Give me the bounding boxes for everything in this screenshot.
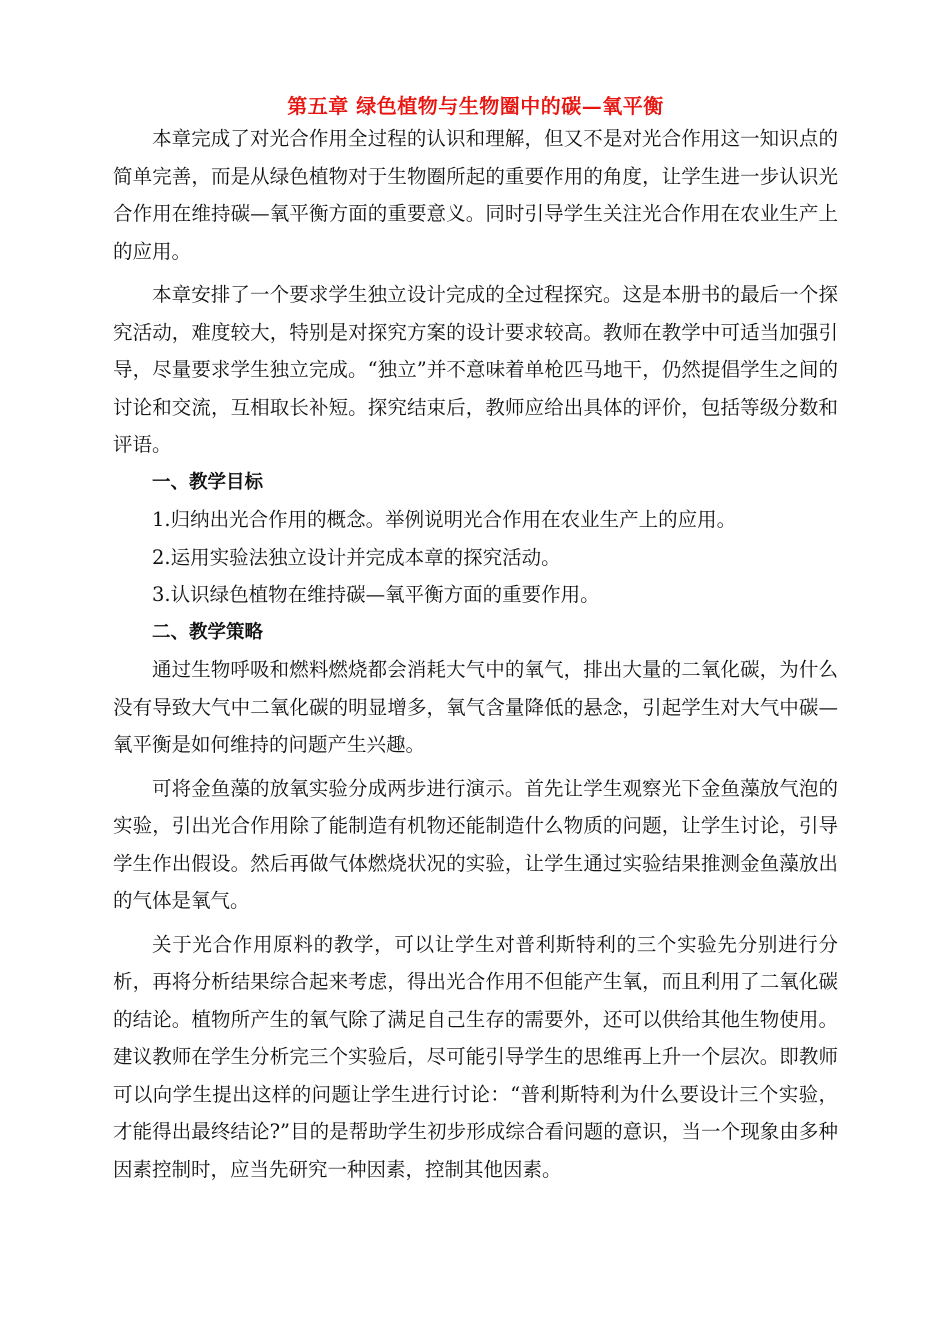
objective-item-2: 2.运用实验法独立设计并完成本章的探究活动。 [152, 545, 561, 569]
document-body [113, 92, 838, 1188]
strategy-paragraph-1: 通过生物呼吸和燃料燃烧都会消耗大气中的氧气，排出大量的二氧化碳，为什么没有导致大气中二氧化碳的明显增多，氧气含量降低的悬念，引起学生对大气中碳—氧平衡是如何维持的问题产生兴趣。 [113, 658, 838, 756]
objective-item-3: 3.认识绿色植物在维持碳—氧平衡方面的重要作用。 [152, 583, 600, 606]
objective-item-1: 1.归纳出光合作用的概念。举例说明光合作用在农业生产上的应用。 [152, 508, 737, 531]
intro-paragraph-1: 本章完成了对光合作用全过程的认识和理解，但又不是对光合作用这一知识点的简单完善，而是从绿色植物对于生物圈所起的重要作用的角度，让学生进一步认识光合作用在维持碳—氧平衡方面的重要意义。同时引导学生关注光合作用在农业生产上的应用。 [113, 127, 838, 263]
intro-paragraph-2: 本章安排了一个要求学生独立设计完成的全过程探究。这是本册书的最后一个探究活动，难度较大，特别是对探究方案的设计要求较高。教师在教学中可适当加强引导，尽量要求学生独立完成。“独立”并不意味着单枪匹马地干，仍然提倡学生之间的讨论和交流，互相取长补短。探究结束后，教师应给出具体的评价，包括等级分数和评语。 [113, 283, 838, 456]
strategy-paragraph-2: 可将金鱼藻的放氧实验分成两步进行演示。首先让学生观察光下金鱼藻放气泡的实验，引出光合作用除了能制造有机物还能制造什么物质的问题，让学生讨论，引导学生作出假设。然后再做气体燃烧状况的实验，让学生通过实验结果推测金鱼藻放出的气体是氧气。 [113, 776, 838, 912]
section-heading-strategies: 二、教学策略 [152, 621, 264, 643]
chapter-title: 第五章 绿色植物与生物圈中的碳—氧平衡 [287, 94, 664, 118]
strategy-paragraph-3: 关于光合作用原料的教学，可以让学生对普利斯特利的三个实验先分别进行分析，再将分析结果综合起来考虑，得出光合作用不但能产生氧，而且利用了二氧化碳的结论。植物所产生的氧气除了满足自己生存的需要外，还可以供给其他生物使用。建议教师在学生分析完三个实验后，尽可能引导学生的思维再上升一个层次。即教师可以向学生提出这样的问题让学生进行讨论：“普利斯特利为什么要设计三个实验，才能得出最终结论?”目的是帮助学生初步形成综合看问题的意识，当一个现象由多种因素控制时，应当先研究一种因素，控制其他因素。 [113, 932, 838, 1181]
section-heading-objectives: 一、教学目标 [152, 471, 264, 493]
